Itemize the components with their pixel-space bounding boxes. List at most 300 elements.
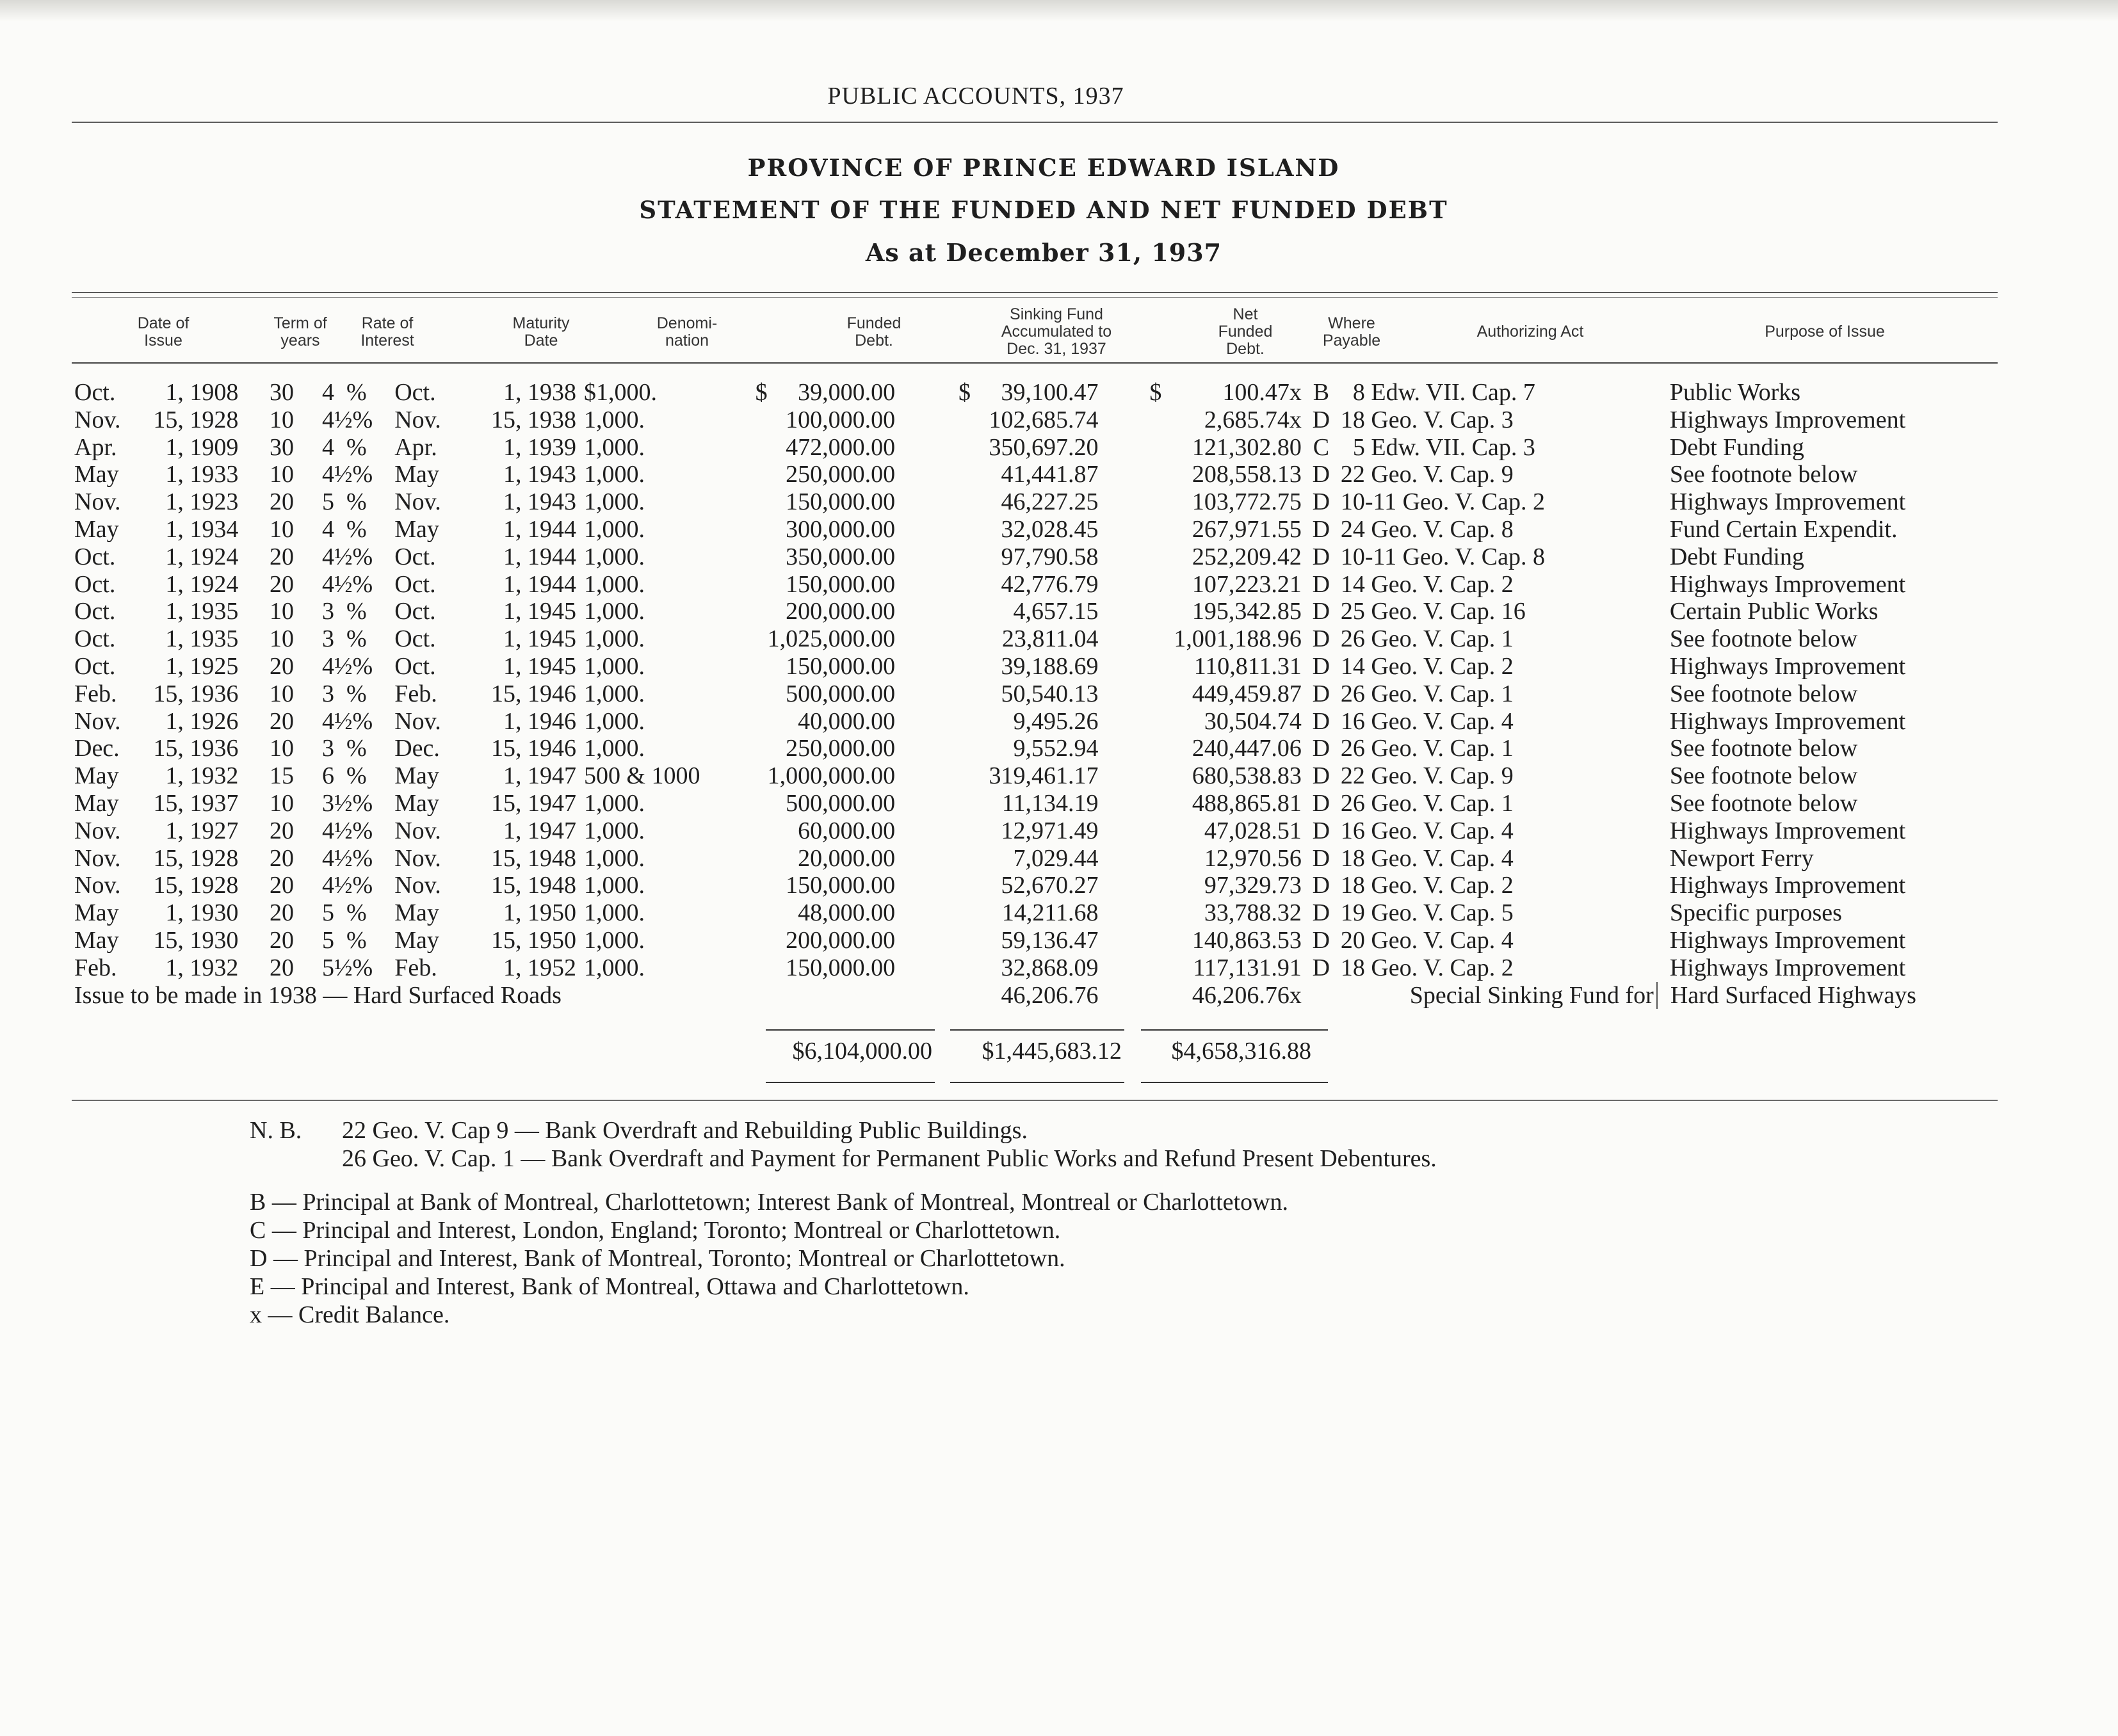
where-payable: D [1312,926,1330,954]
issue-month: Nov. [74,488,121,516]
interest-rate: 5 % [322,488,367,516]
sinking-fund: 319,461.17 [989,762,1099,790]
issue-day-year: 1, 1930 [165,899,239,927]
where-payable: D [1312,707,1330,735]
maturity-day-year: 15, 1948 [490,872,576,899]
where-payable: D [1312,598,1330,625]
maturity-day-year: 1, 1945 [503,625,576,653]
maturity-month: Nov. [394,707,441,735]
maturity-day-year: 1, 1945 [503,652,576,680]
legend-x: x — Credit Balance. [250,1301,450,1328]
col-header-maturity [487,315,595,350]
net-funded-debt: 240,447.06 [1192,735,1302,762]
term-years: 20 [270,844,294,872]
funded-debt: 150,000.00 [786,652,896,680]
funded-debt: 1,000,000.00 [767,762,896,790]
maturity-month: Dec. [394,735,440,762]
table-row [74,872,2001,899]
maturity-month: Feb. [394,954,437,981]
term-years: 10 [270,680,294,707]
purpose-of-issue: Highways Improvement [1669,926,1906,954]
funded-debt: 150,000.00 [786,954,896,981]
authorizing-act: 5 Edw. VII. Cap. 3 [1340,433,1535,461]
authorizing-act: 14 Geo. V. Cap. 2 [1340,652,1514,680]
where-payable: D [1312,570,1330,598]
interest-rate: 6 % [322,762,367,790]
net-funded-debt: 47,028.51 [1204,817,1302,844]
authorizing-act: 14 Geo. V. Cap. 2 [1340,570,1514,598]
term-years: 20 [270,652,294,680]
where-payable: D [1312,762,1330,790]
sinking-fund: 7,029.44 [1013,844,1099,872]
interest-rate: 3 % [322,598,367,625]
where-payable: C [1313,433,1330,461]
issue-month: Oct. [74,379,116,406]
col-header-text: Funded Debt. [846,314,901,350]
maturity-month: Oct. [394,379,436,406]
purpose-of-issue: See footnote below [1669,625,1858,653]
term-years: 10 [270,461,294,488]
maturity-month: May [394,789,439,817]
col-header-text: Authorizing Act [1476,323,1584,341]
interest-rate: 3½% [322,789,373,817]
maturity-day-year: 1, 1944 [503,515,576,543]
term-years: 20 [270,543,294,570]
issue-month: May [74,789,119,817]
funded-debt: 500,000.00 [786,680,896,707]
maturity-month: Nov. [394,844,441,872]
net-funded-debt: 33,788.32 [1204,899,1302,927]
term-years: 20 [270,954,294,981]
maturity-month: Oct. [394,652,436,680]
denomination: 1,000. [583,515,645,543]
funded-debt: 20,000.00 [798,844,896,872]
issue-month: May [74,515,119,543]
table-row [74,571,2001,599]
funded-debt: 472,000.00 [786,433,896,461]
purpose-of-issue: See footnote below [1669,789,1858,817]
issue-month: Oct. [74,598,116,625]
document-date: As at December 31, 1937 [865,238,1222,267]
funded-debt: 48,000.00 [798,899,896,927]
denomination: 500 & 1000 [583,762,700,790]
where-payable: D [1312,680,1330,707]
issue-day-year: 1, 1923 [165,488,239,516]
net-funded-debt: 97,329.73 [1204,872,1302,899]
col-header-text: Sinking Fund Accumulated to Dec. 31, 1937 [1001,305,1112,358]
term-years: 10 [270,515,294,543]
table-row [74,899,2001,927]
term-years: 30 [270,433,294,461]
denomination: 1,000. [583,844,645,872]
authorizing-act: 22 Geo. V. Cap. 9 [1340,762,1514,790]
authorizing-act: 18 Geo. V. Cap. 2 [1340,954,1514,981]
net-sum-rule [1141,1029,1328,1031]
col-header-net-funded-debt [1204,306,1287,358]
col-header-term [259,315,342,350]
net-funded-debt: 110,811.31 [1193,652,1302,680]
funded-debt: 250,000.00 [786,461,896,488]
table-row [74,845,2001,872]
where-payable: D [1312,817,1330,844]
where-payable: D [1312,488,1330,516]
document-subtitle: STATEMENT OF THE FUNDED AND NET FUNDED DEBT [639,196,1448,224]
maturity-month: Nov. [394,817,441,844]
issue-day-year: 1, 1926 [165,707,239,735]
sinking-fund: 59,136.47 [1001,926,1099,954]
net-funded-debt: 680,538.83 [1192,762,1302,790]
authorizing-act: 16 Geo. V. Cap. 4 [1340,817,1514,844]
interest-rate: 4½% [322,707,373,735]
debt-table [74,379,2001,1009]
col-header-text: Date of Issue [137,314,190,350]
issue-month: May [74,926,119,954]
col-header-rate [346,315,429,350]
maturity-day-year: 1, 1944 [503,570,576,598]
authorizing-act: 10-11 Geo. V. Cap. 2 [1340,488,1545,516]
authorizing-act: 25 Geo. V. Cap. 16 [1340,598,1526,625]
sinking-fund: 9,552.94 [1013,735,1099,762]
denomination: 1,000. [583,817,645,844]
issue-month: Oct. [74,652,116,680]
funded-debt: 350,000.00 [786,543,896,570]
issue-day-year: 15, 1936 [153,680,239,707]
maturity-day-year: 1, 1943 [503,488,576,516]
interest-rate: 4 % [322,433,367,461]
funded-sum-rule [766,1029,935,1031]
legend-b: B — Principal at Bank of Montreal, Charlottetown; Interest Bank of Montreal, Montreal or Charlottetown. [250,1189,1289,1216]
col-header-authorizing-act [1434,323,1626,341]
col-header-text: Term of years [273,314,327,350]
interest-rate: 4½% [322,817,373,844]
table-row [74,735,2001,762]
funded-debt: 500,000.00 [786,789,896,817]
issue-day-year: 1, 1924 [165,543,239,570]
issue-month: Dec. [74,735,120,762]
table-top-rule-2 [72,297,1998,298]
where-payable: B [1313,379,1330,406]
sinking-fund: 350,697.20 [989,433,1099,461]
net-funded-debt: 449,459.87 [1192,680,1302,707]
sinking-fund: $ 39,100.47 [958,379,1099,406]
sinking-fund: 14,211.68 [1001,899,1099,927]
net-funded-debt: 107,223.21 [1192,570,1302,598]
footnote-26-geo-v: 26 Geo. V. Cap. 1 — Bank Overdraft and Payment for Permanent Public Works and Refund Present Debentures. [342,1145,1437,1172]
net-funded-debt: 121,302.80 [1192,433,1302,461]
maturity-month: May [394,762,439,790]
purpose-of-issue: Highways Improvement [1669,488,1906,516]
denomination: 1,000. [583,735,645,762]
denomination: 1,000. [583,899,645,927]
table-bottom-rule [72,1100,1998,1101]
maturity-day-year: 15, 1946 [490,680,576,707]
net-funded-debt: 30,504.74 [1204,707,1302,735]
footnote-22-geo-v: 22 Geo. V. Cap 9 — Bank Overdraft and Rebuilding Public Buildings. [342,1117,1028,1144]
maturity-month: Oct. [394,598,436,625]
authorizing-act: 10-11 Geo. V. Cap. 8 [1340,543,1545,570]
where-payable: D [1312,652,1330,680]
purpose-of-issue: Highways Improvement [1669,872,1906,899]
special-issue-label: Issue to be made in 1938 — Hard Surfaced Roads [74,981,562,1009]
purpose-of-issue: Debt Funding [1669,543,1804,570]
header-rule [72,122,1998,123]
sinking-fund: 46,227.25 [1001,488,1099,516]
issue-day-year: 15, 1928 [153,406,239,433]
net-funded-debt: 117,131.91 [1193,954,1302,981]
term-years: 10 [270,598,294,625]
issue-month: Nov. [74,844,121,872]
issue-day-year: 1, 1925 [165,652,239,680]
issue-month: Feb. [74,954,117,981]
col-header-text: Net Funded Debt. [1218,305,1273,358]
table-row [74,598,2001,625]
interest-rate: 5½% [322,954,373,981]
sinking-fund: 4,657.15 [1013,598,1099,625]
interest-rate: 4½% [322,543,373,570]
purpose-of-issue: Highways Improvement [1669,652,1906,680]
term-years: 10 [270,789,294,817]
denomination: 1,000. [583,789,645,817]
interest-rate: 4½% [322,461,373,488]
sinking-fund: 39,188.69 [1001,652,1099,680]
net-total-underline [1141,1082,1328,1083]
where-payable: D [1312,872,1330,899]
maturity-day-year: 1, 1938 [503,379,576,406]
purpose-of-issue: Certain Public Works [1669,598,1879,625]
sinking-fund: 11,134.19 [1001,789,1099,817]
total-funded-debt: $6,104,000.00 [792,1038,932,1065]
denomination: 1,000. [583,954,645,981]
net-funded-debt: 208,558.13 [1192,461,1302,488]
issue-month: Nov. [74,406,121,433]
denomination: 1,000. [583,433,645,461]
purpose-of-issue: See footnote below [1669,762,1858,790]
debt-table-body [74,379,2001,1009]
where-payable: D [1312,899,1330,927]
net-funded-debt: 488,865.81 [1192,789,1302,817]
issue-day-year: 1, 1908 [165,379,239,406]
issue-day-year: 1, 1935 [165,598,239,625]
interest-rate: 4½% [322,844,373,872]
maturity-day-year: 1, 1944 [503,543,576,570]
purpose-of-issue: Hard Surfaced Highways [1670,981,1916,1009]
term-years: 20 [270,707,294,735]
col-header-text: Where Payable [1322,314,1381,350]
sinking-total-underline [950,1082,1124,1083]
maturity-month: Nov. [394,406,441,433]
funded-debt: $ 39,000.00 [755,379,896,406]
maturity-month: May [394,461,439,488]
issue-month: May [74,762,119,790]
table-row [74,653,2001,680]
maturity-day-year: 1, 1952 [503,954,576,981]
denomination: 1,000. [583,680,645,707]
term-years: 20 [270,488,294,516]
scan-edge [0,0,2118,22]
maturity-month: May [394,515,439,543]
issue-month: Apr. [74,433,117,461]
purpose-of-issue: Highways Improvement [1669,817,1906,844]
purpose-of-issue: Debt Funding [1669,433,1804,461]
maturity-month: May [394,926,439,954]
table-row [74,762,2001,790]
term-years: 20 [270,570,294,598]
maturity-day-year: 1, 1946 [503,707,576,735]
maturity-day-year: 1, 1943 [503,461,576,488]
funded-debt: 40,000.00 [798,707,896,735]
maturity-month: Feb. [394,680,437,707]
funded-debt: 60,000.00 [798,817,896,844]
funded-debt: 300,000.00 [786,515,896,543]
term-years: 30 [270,379,294,406]
where-payable [1302,982,1341,1009]
authorizing-act: 18 Geo. V. Cap. 4 [1340,844,1514,872]
where-payable: D [1312,735,1330,762]
interest-rate: 4½% [322,872,373,899]
table-row [74,625,2001,653]
denomination: 1,000. [583,543,645,570]
col-header-text: Purpose of Issue [1765,323,1885,341]
sinking-fund: 32,868.09 [1001,954,1099,981]
funded-debt: 200,000.00 [786,926,896,954]
authorizing-act: 22 Geo. V. Cap. 9 [1340,461,1514,488]
maturity-month: Oct. [394,543,436,570]
denomination: 1,000. [583,625,645,653]
table-row [74,790,2001,817]
issue-month: Nov. [74,707,121,735]
denomination: 1,000. [583,488,645,516]
authorizing-act: 26 Geo. V. Cap. 1 [1340,789,1514,817]
table-row [74,516,2001,543]
table-row [74,406,2001,434]
funded-total-underline [766,1082,935,1083]
where-payable: D [1312,954,1330,981]
col-header-text: Rate of Interest [360,314,414,350]
purpose-of-issue: Highways Improvement [1669,570,1906,598]
interest-rate: 5 % [322,899,367,927]
sinking-fund: 42,776.79 [1001,570,1099,598]
table-row [74,954,2001,982]
issue-day-year: 1, 1932 [165,954,239,981]
purpose-of-issue: Highways Improvement [1669,406,1906,433]
authorizing-act: 20 Geo. V. Cap. 4 [1340,926,1514,954]
issue-month: Oct. [74,625,116,653]
net-funded-debt: 267,971.55 [1192,515,1302,543]
col-header-text: Denomi- nation [656,314,718,350]
interest-rate: 3 % [322,735,367,762]
table-row [74,927,2001,954]
where-payable: D [1312,789,1330,817]
where-payable: D [1312,543,1330,570]
issue-day-year: 15, 1928 [153,872,239,899]
issue-day-year: 15, 1928 [153,844,239,872]
term-years: 10 [270,406,294,433]
maturity-month: Oct. [394,570,436,598]
issue-day-year: 1, 1934 [165,515,239,543]
sinking-fund: 46,206.76 [1001,981,1099,1009]
sinking-fund: 32,028.45 [1001,515,1099,543]
table-row [74,680,2001,708]
maturity-day-year: 1, 1939 [503,433,576,461]
issue-day-year: 1, 1932 [165,762,239,790]
denomination: 1,000. [583,570,645,598]
maturity-day-year: 1, 1945 [503,598,576,625]
col-header-funded-debt [832,315,916,350]
denomination: 1,000. [583,926,645,954]
legend-e: E — Principal and Interest, Bank of Montreal, Ottawa and Charlottetown. [250,1273,969,1300]
purpose-of-issue: Fund Certain Expendit. [1669,515,1898,543]
sinking-fund: 102,685.74 [989,406,1099,433]
purpose-of-issue: See footnote below [1669,461,1858,488]
nb-label: N. B. [250,1117,302,1144]
sinking-fund: 50,540.13 [1001,680,1099,707]
authorizing-act: 16 Geo. V. Cap. 4 [1340,707,1514,735]
maturity-month: Oct. [394,625,436,653]
net-funded-debt: 12,970.56 [1204,844,1302,872]
table-row-special [74,982,2001,1009]
col-header-denomination [639,315,735,350]
authorizing-act: 18 Geo. V. Cap. 2 [1340,872,1514,899]
funded-debt: 100,000.00 [786,406,896,433]
col-header-text: Maturity Date [512,314,570,350]
maturity-day-year: 15, 1947 [490,789,576,817]
sinking-fund: 12,971.49 [1001,817,1099,844]
issue-month: Feb. [74,680,117,707]
purpose-of-issue: Highways Improvement [1669,954,1906,981]
maturity-day-year: 15, 1938 [490,406,576,433]
denomination: 1,000. [583,652,645,680]
purpose-of-issue: Newport Ferry [1669,844,1814,872]
issue-month: May [74,899,119,927]
term-years: 10 [270,625,294,653]
maturity-day-year: 1, 1947 [503,762,576,790]
total-net-funded-debt: $4,658,316.88 [1171,1038,1311,1065]
table-row [74,434,2001,462]
sinking-sum-rule [950,1029,1124,1031]
interest-rate: 4½% [322,652,373,680]
running-head: PUBLIC ACCOUNTS, 1937 [827,83,1124,109]
sinking-fund: 52,670.27 [1001,872,1099,899]
net-funded-debt: 2,685.74x [1204,406,1302,433]
funded-debt: 150,000.00 [786,872,896,899]
issue-day-year: 15, 1936 [153,735,239,762]
denomination: 1,000. [583,598,645,625]
maturity-month: Nov. [394,872,441,899]
authorizing-act: 26 Geo. V. Cap. 1 [1340,735,1514,762]
issue-day-year: 1, 1924 [165,570,239,598]
header-bottom-rule [72,362,1998,364]
document-title: PROVINCE OF PRINCE EDWARD ISLAND [747,154,1340,182]
sinking-fund: 23,811.04 [1001,625,1099,653]
table-row [74,817,2001,845]
issue-month: Nov. [74,872,121,899]
term-years: 10 [270,735,294,762]
maturity-month: Apr. [394,433,437,461]
funded-debt: 250,000.00 [786,735,896,762]
table-row [74,461,2001,488]
authorizing-act: 26 Geo. V. Cap. 1 [1340,680,1514,707]
authorizing-act: Special Sinking Fund for [1341,982,1657,1009]
denomination: 1,000. [583,461,645,488]
net-funded-debt: $ 100.47x [1149,379,1302,406]
table-top-rule [72,292,1998,293]
col-header-where-payable [1310,315,1393,350]
issue-day-year: 1, 1927 [165,817,239,844]
sinking-fund: 41,441.87 [1001,461,1099,488]
denomination: 1,000. [583,406,645,433]
purpose-of-issue: Public Works [1669,379,1801,406]
authorizing-act: 24 Geo. V. Cap. 8 [1340,515,1514,543]
